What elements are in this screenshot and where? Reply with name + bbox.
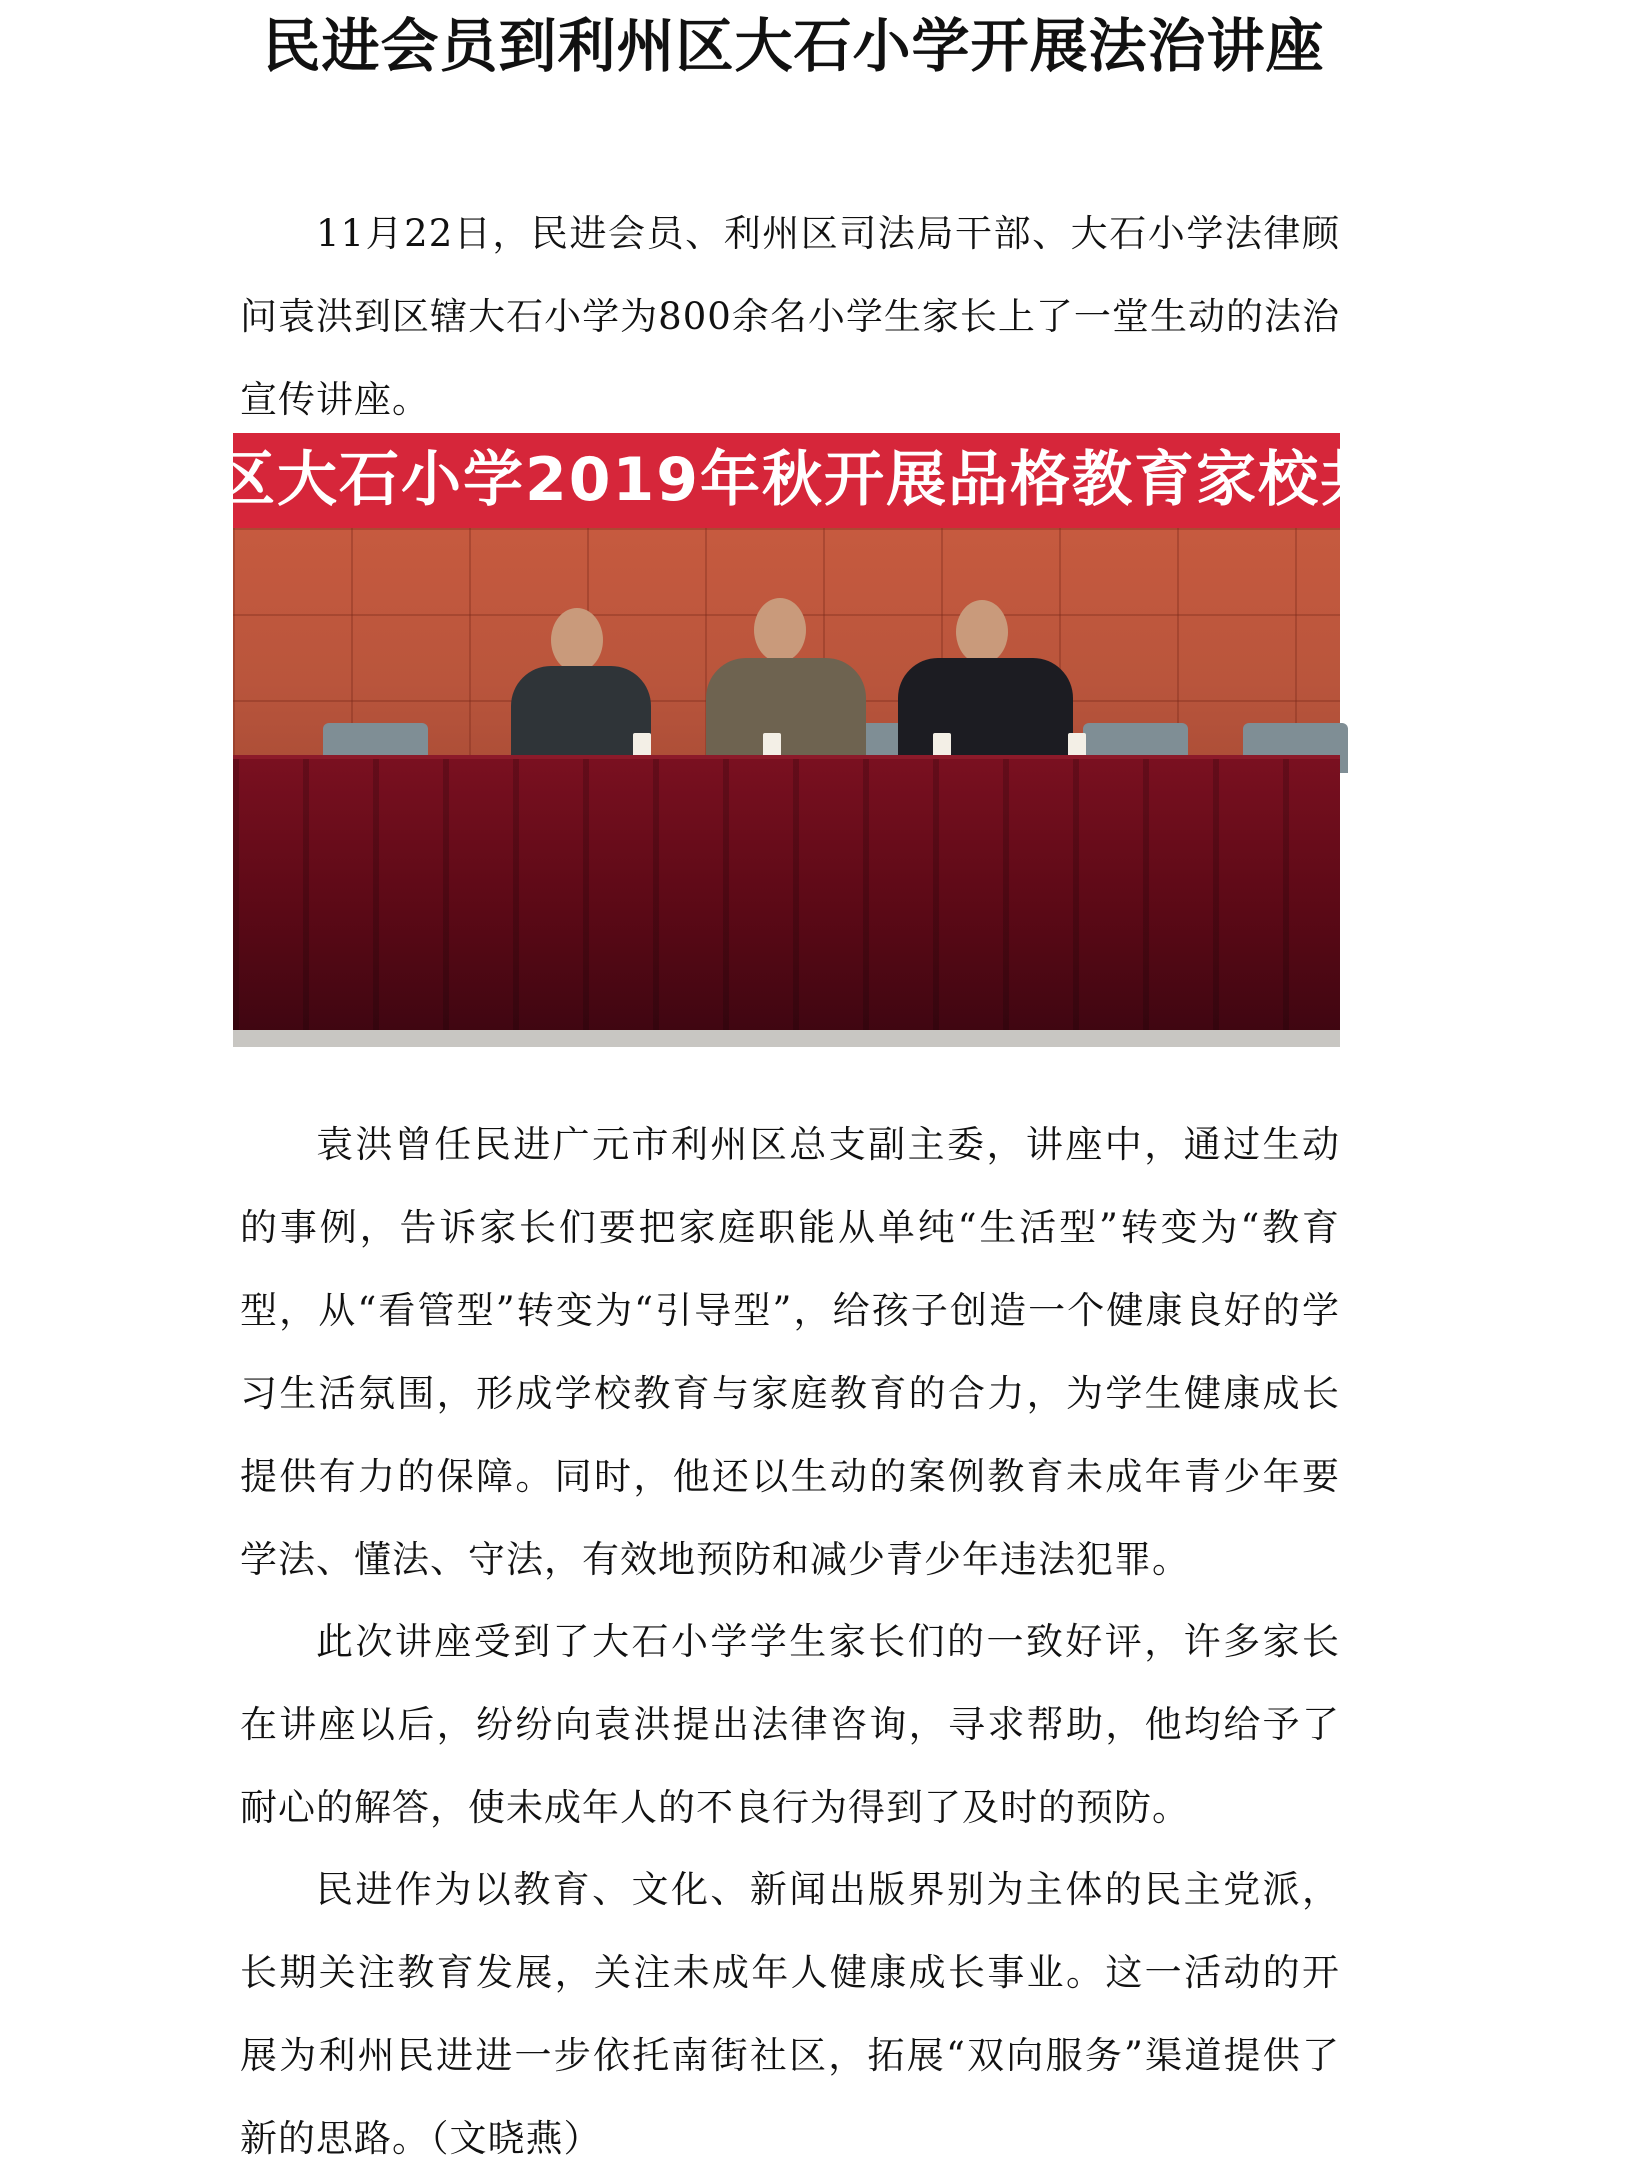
ground — [233, 1030, 1340, 1047]
paragraph-feedback: 此次讲座受到了大石小学学生家长们的一致好评，许多家长在讲座以后，纷纷向袁洪提出法律咨询，寻求帮助，他均给予了耐心的解答，使未成年人的不良行为得到了及时的预防。 — [240, 1620, 1340, 1829]
event-photo — [215, 433, 1630, 1047]
photo-banner — [215, 433, 1630, 531]
paragraph-body: 袁洪曾任民进广元市利州区总支副主委，讲座中，通过生动的事例，告诉家长们要把家庭职能从单纯“生活型”转变为“教育型，从“看管型”转变为“引导型”，给孩子创造一个健康良好的学习生活氛围，形成学校教育与家庭教育的合力，为学生健康成长提供有力的保障。同时，他还以生动的案例教育未成年青少年要学法、懂法、守法，有效地预防和减少青少年违法犯罪。 — [240, 1123, 1340, 1581]
banner-text: 区大石小学2019年秋开展品格教育家校共育暨法律 — [215, 445, 1630, 515]
page-title: 民进会员到利州区大石小学开展法治讲座 — [262, 12, 1325, 80]
paragraph-intro: 11月22日，民进会员、利州区司法局干部、大石小学法律顾问袁洪到区辖大石小学为800余名小学生家长上了一堂生动的法治宣传讲座。 — [240, 212, 1340, 421]
paragraph-conclusion: 民进作为以教育、文化、新闻出版界别为主体的民主党派，长期关注教育发展，关注未成年人健康成长事业。这一活动的开展为利州民进进一步依托南街社区，拓展“双向服务”渠道提供了新的思路。（文晓燕） — [240, 1868, 1340, 2160]
tablecloth — [233, 755, 1340, 1034]
